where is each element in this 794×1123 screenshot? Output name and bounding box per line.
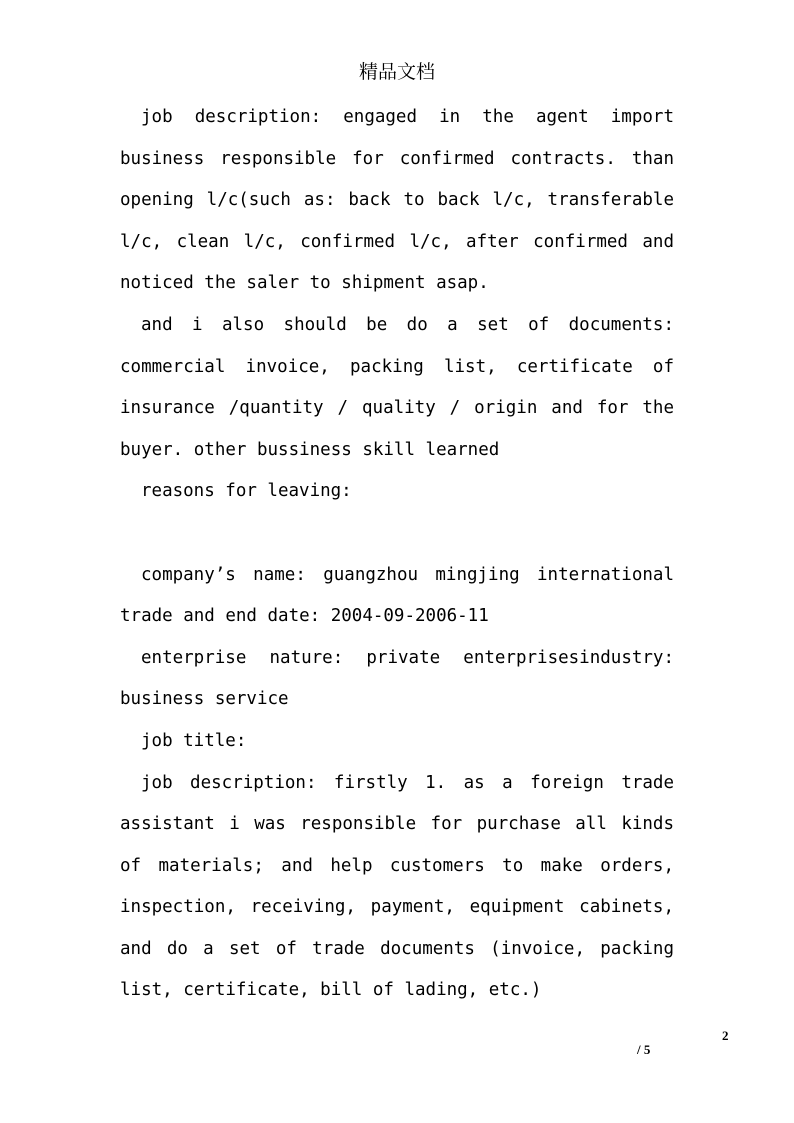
paragraph-enterprise-nature: enterprise nature: private enterprisesindustry: business service xyxy=(120,647,674,710)
page-total: / 5 xyxy=(637,1042,651,1057)
page-number: 2 xyxy=(722,1028,729,1043)
paragraph-job-title: job title: xyxy=(141,730,247,751)
document-body xyxy=(120,97,674,1012)
paragraph-job-description-2: job description: firstly 1. as a foreign trade assistant i was responsible for purchase all kinds of materials; and help customers to make orders, inspection, receiving, payment, equipment cabinets, and do a set of trade documents (invoice, packing list, certificate, bill of lading, etc.) xyxy=(120,772,674,1001)
paragraph-reasons-for-leaving: reasons for leaving: xyxy=(141,481,352,502)
paragraph-documents: and i also should be do a set of documents: commercial invoice, packing list, certificate of insurance /quantity / quality / origin and for the buyer. other bussiness skill learned xyxy=(120,314,674,460)
document-header: 精品文档 xyxy=(358,61,435,83)
paragraph-job-description-1: job description: engaged in the agent import business responsible for confirmed contracts. than opening l/c(such as: back to back l/c, transferable l/c, clean l/c, confirmed l/c, after confirmed and noticed the saler to shipment asap. xyxy=(120,107,674,294)
blank-line xyxy=(120,513,674,555)
paragraph-company-name: company’s name: guangzhou mingjing international trade and end date: 2004-09-2006-11 xyxy=(120,564,674,627)
